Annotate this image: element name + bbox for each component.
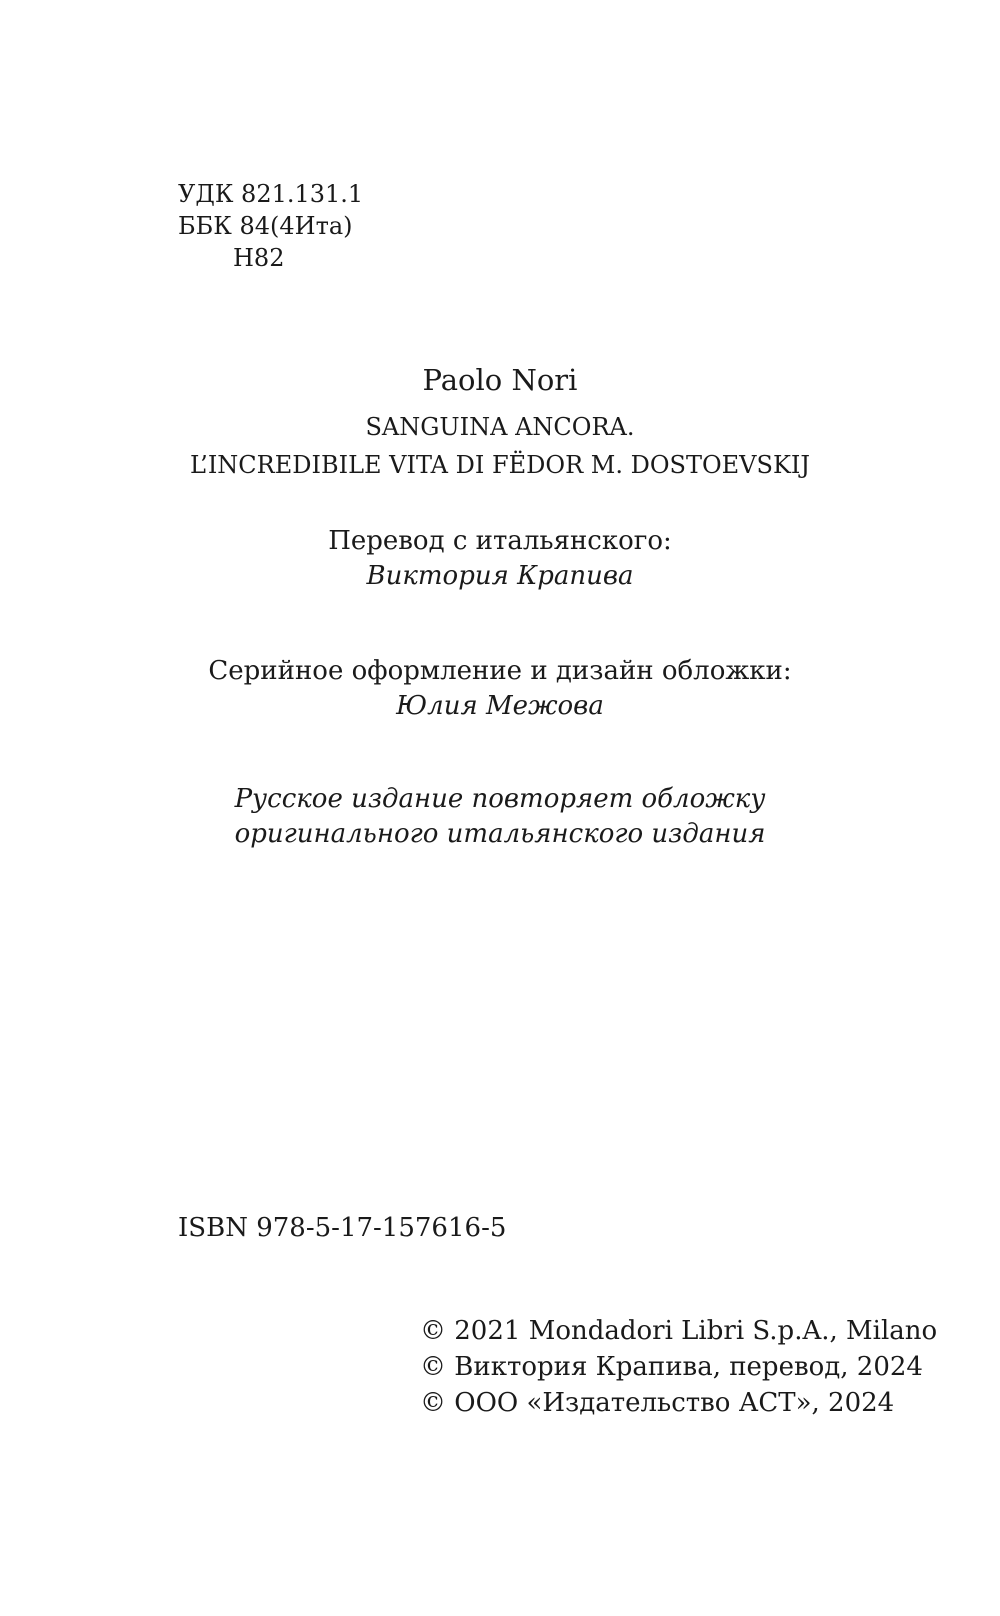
bbk-code: ББК 84(4Ита) <box>178 212 353 240</box>
book-author: Paolo Nori <box>422 363 578 397</box>
copyright-notices <box>420 1313 937 1421</box>
author-mark: Н82 <box>233 244 285 272</box>
book-title-line-1: SANGUINA ANCORA. <box>365 413 635 441</box>
copyright-line-translation: © Виктория Крапива, перевод, 2024 <box>420 1352 923 1382</box>
classification-codes <box>178 178 363 274</box>
designer-name: Юлия Межова <box>396 691 604 721</box>
translator-name: Виктория Крапива <box>366 561 634 591</box>
udk-code: УДК 821.131.1 <box>178 180 364 208</box>
design-label: Серийное оформление и дизайн обложки: <box>208 656 792 686</box>
translation-credit <box>0 524 1000 594</box>
edition-note <box>0 782 1000 852</box>
copyright-line-original: © 2021 Mondadori Libri S.p.A., Milano <box>420 1316 938 1346</box>
edition-note-line-2: оригинального итальянского издания <box>234 819 766 849</box>
book-title <box>0 408 1000 484</box>
translation-label: Перевод с итальянского: <box>328 526 672 556</box>
edition-note-line-1: Русское издание повторяет обложку <box>234 784 766 814</box>
book-title-line-2: L’INCREDIBILE VITA DI FЁDOR M. DOSTOEVSKIJ <box>190 451 810 479</box>
copyright-line-publisher: © ООО «Издательство АСТ», 2024 <box>420 1388 895 1418</box>
design-credit <box>0 654 1000 724</box>
isbn: ISBN 978-5-17-157616-5 <box>178 1213 507 1243</box>
